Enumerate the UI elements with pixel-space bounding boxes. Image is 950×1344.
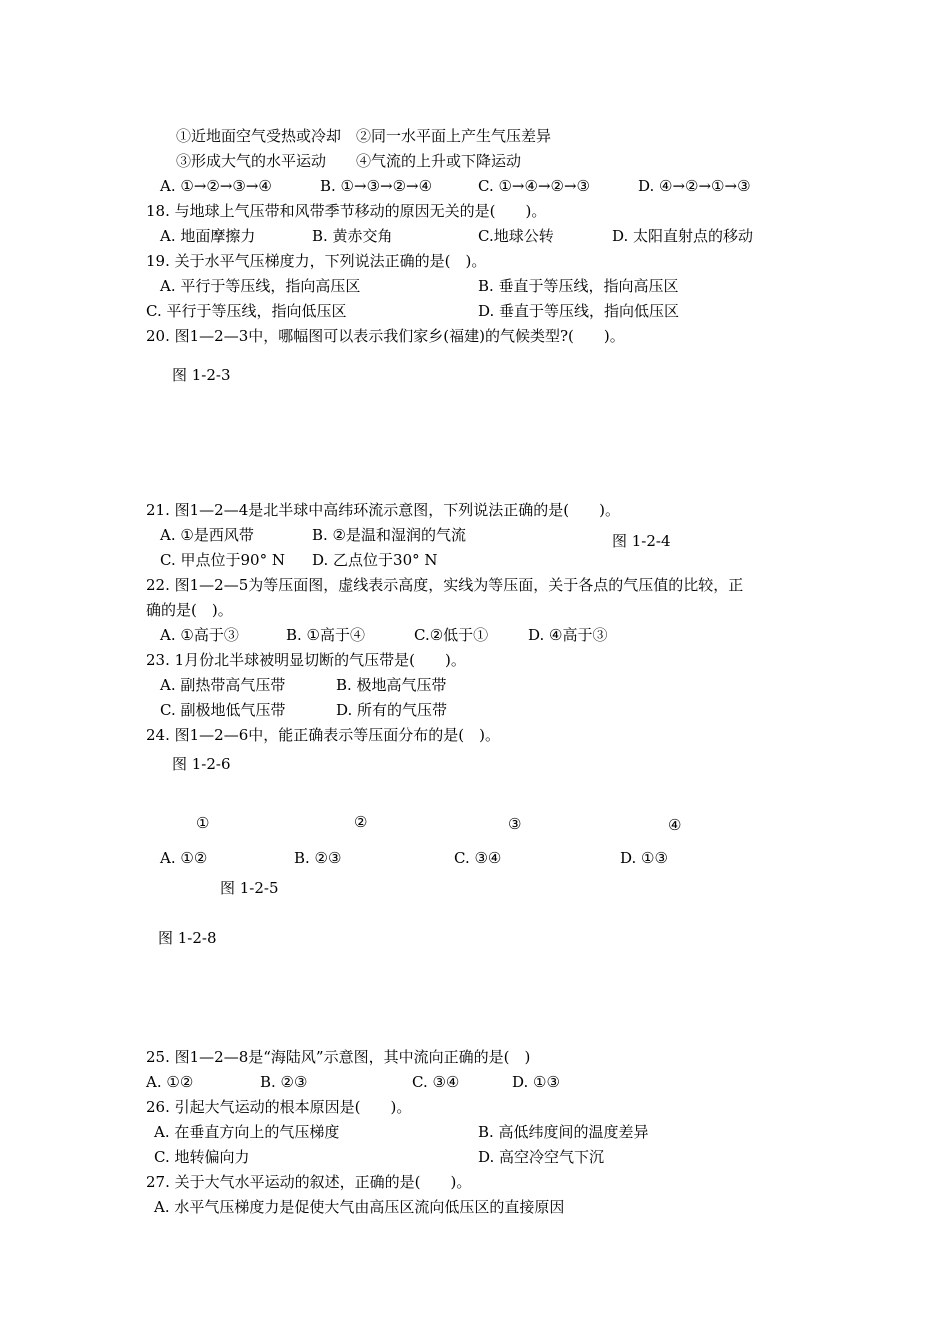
question-22: 22. 图1—2—5为等压面图，虚线表示高度，实线为等压面，关于各点的气压值的比较，正 [146,576,744,594]
option-b: B. ②③ [294,849,342,867]
option-a: A. 平行于等压线，指向高压区 [160,277,361,295]
option-a: A. ①是西风带 [160,526,254,544]
question-22-continued: 确的是( )。 [146,601,233,619]
question-27: 27. 关于大气水平运动的叙述，正确的是( )。 [146,1173,472,1191]
option-c: C. 甲点位于90° N [160,551,285,569]
question-20: 20. 图1—2—3中，哪幅图可以表示我们家乡(福建)的气候类型?( )。 [146,327,625,345]
option-d: D. 所有的气压带 [336,701,448,719]
option-b: B. ①高于④ [286,626,366,644]
question-26: 26. 引起大气运动的根本原因是( )。 [146,1098,412,1116]
option-c: C. 地转偏向力 [154,1148,250,1166]
diagram-label-2: ② [354,813,368,831]
option-c: C.②低于① [414,626,489,644]
option-d: D. ①③ [512,1073,560,1091]
option-d: D. ④→②→①→③ [638,177,751,195]
option-b: B. ①→③→②→④ [320,177,433,195]
question-24: 24. 图1—2—6中，能正确表示等压面分布的是( )。 [146,726,500,744]
option-c: C. 副极地低气压带 [160,701,286,719]
question-23: 23. 1月份北半球被明显切断的气压带是( )。 [146,651,466,669]
option-a: A. 副热带高气压带 [160,676,286,694]
diagram-label-3: ③ [508,815,522,833]
option-b: B. ②是温和湿润的气流 [312,526,467,544]
question-21: 21. 图1—2—4是北半球中高纬环流示意图，下列说法正确的是( )。 [146,501,620,519]
option-c: C. ①→④→②→③ [478,177,590,195]
question-25: 25. 图1—2—8是“海陆风”示意图，其中流向正确的是( ) [146,1048,531,1066]
figure-caption: 图 1-2-3 [172,366,231,384]
option-c: C. 平行于等压线，指向低压区 [146,302,347,320]
option-a: A. 地面摩擦力 [160,227,256,245]
figure-caption: 图 1-2-8 [158,929,217,947]
option-a: A. ①② [160,849,208,867]
process-step-line-1: ①近地面空气受热或冷却 ②同一水平面上产生气压差异 [176,127,552,145]
figure-caption: 图 1-2-4 [612,532,671,550]
option-d: D. 高空冷空气下沉 [478,1148,605,1166]
option-c: C. ③④ [412,1073,460,1091]
option-b: B. 极地高气压带 [336,676,447,694]
question-19: 19. 关于水平气压梯度力，下列说法正确的是( )。 [146,252,487,270]
figure-caption: 图 1-2-6 [172,755,231,773]
figure-caption: 图 1-2-5 [220,879,279,897]
option-a: A. ①高于③ [160,626,239,644]
option-b: B. 高低纬度间的温度差异 [478,1123,649,1141]
option-d: D. 乙点位于30° N [312,551,438,569]
option-c: C.地球公转 [478,227,554,245]
option-d: D. ①③ [620,849,668,867]
question-18: 18. 与地球上气压带和风带季节移动的原因无关的是( )。 [146,202,547,220]
diagram-label-4: ④ [668,816,682,834]
option-b: B. ②③ [260,1073,308,1091]
option-a: A. ①② [146,1073,194,1091]
option-c: C. ③④ [454,849,502,867]
option-a: A. ①→②→③→④ [160,177,272,195]
option-d: D. 太阳直射点的移动 [612,227,754,245]
option-a: A. 在垂直方向上的气压梯度 [154,1123,340,1141]
option-a: A. 水平气压梯度力是促使大气由高压区流向低压区的直接原因 [154,1198,565,1216]
diagram-label-1: ① [196,814,210,832]
process-step-line-2: ③形成大气的水平运动 ④气流的上升或下降运动 [176,152,522,170]
option-d: D. 垂直于等压线，指向低压区 [478,302,680,320]
option-b: B. 黄赤交角 [312,227,393,245]
option-b: B. 垂直于等压线，指向高压区 [478,277,679,295]
option-d: D. ④高于③ [528,626,608,644]
